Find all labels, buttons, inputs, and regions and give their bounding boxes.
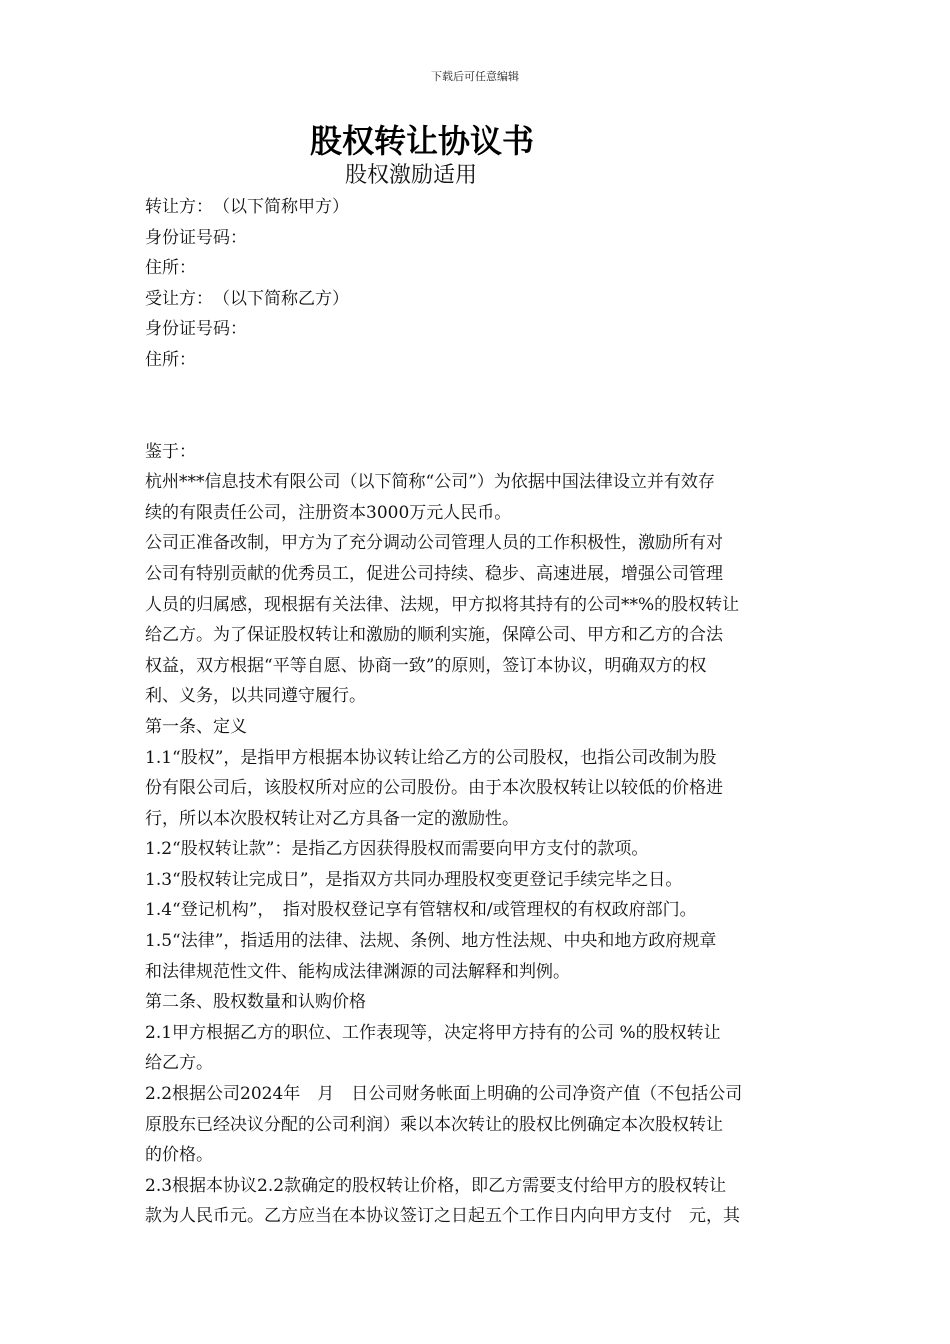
- paragraph-line: 的价格。: [145, 1145, 213, 1166]
- paragraph-line: 和法律规范性文件、能构成法律渊源的司法解释和判例。: [145, 961, 570, 982]
- paragraph-line: 杭州***信息技术有限公司（以下简称“公司”）为依据中国法律设立并有效存: [145, 472, 715, 493]
- paragraph-line: 款为人民币元。乙方应当在本协议签订之日起五个工作日内向甲方支付 元，其: [145, 1206, 740, 1227]
- paragraph-line: 给乙方。为了保证股权转让和激励的顺利实施，保障公司、甲方和乙方的合法: [145, 625, 723, 646]
- paragraph-line: 1.3“股权转让完成日”，是指双方共同办理股权变更登记手续完毕之日。: [145, 869, 683, 890]
- document-subtitle: 股权激励适用: [345, 163, 478, 188]
- paragraph-line: 1.5“法律”，指适用的法律、法规、条例、地方性法规、中央和地方政府规章: [145, 931, 717, 952]
- section-spacer: [145, 376, 809, 437]
- paragraph-line: 权益，双方根据“平等自愿、协商一致”的原则，签订本协议，明确双方的权: [145, 655, 707, 676]
- recital-heading: 鉴于：: [145, 441, 196, 462]
- agreement-text: [145, 437, 809, 1232]
- transferor-line: 转让方： （以下简称甲方）: [145, 197, 349, 217]
- paragraph-line: 续的有限责任公司，注册资本3000万元人民币。: [145, 502, 512, 523]
- paragraph-line: 原股东已经决议分配的公司利润）乘以本次转让的股权比例确定本次股权转让: [145, 1114, 723, 1135]
- paragraph-line: 1.2“股权转让款”：是指乙方因获得股权而需要向甲方支付的款项。: [145, 839, 649, 860]
- transferor-id-line: 身份证号码：: [145, 227, 247, 248]
- paragraph-line: 人员的归属感，现根据有关法律、法规，甲方拟将其持有的公司**%的股权转让: [145, 594, 740, 615]
- transferor-address-line: 住所：: [145, 258, 196, 279]
- article-2-heading: 第二条、股权数量和认购价格: [145, 992, 366, 1013]
- paragraph-line: 份有限公司后，该股权所对应的公司股份。由于本次股权转让以较低的价格进: [145, 778, 723, 799]
- paragraph-line: 2.1甲方根据乙方的职位、工作表现等，决定将甲方持有的公司 %的股权转让: [145, 1022, 721, 1043]
- paragraph-line: 2.2根据公司2024年 月 日公司财务帐面上明确的公司净资产值（不包括公司: [145, 1084, 743, 1105]
- parties-block: [145, 192, 809, 376]
- paragraph-line: 1.4“登记机构”， 指对股权登记享有管辖权和/或管理权的有权政府部门。: [145, 900, 697, 921]
- document-body: [145, 192, 809, 1232]
- paragraph-line: 公司有特别贡献的优秀员工，促进公司持续、稳步、高速进展，增强公司管理: [145, 563, 723, 584]
- paragraph-line: 2.3根据本协议2.2款确定的股权转让价格，即乙方需要支付给甲方的股权转让: [145, 1175, 727, 1196]
- page-header-note: 下载后可任意编辑: [431, 70, 519, 83]
- document-title: 股权转让协议书: [310, 122, 535, 160]
- transferee-line: 受让方： （以下简称乙方）: [145, 288, 349, 309]
- paragraph-line: 给乙方。: [145, 1053, 213, 1074]
- transferee-address-line: 住所：: [145, 349, 196, 370]
- article-1-heading: 第一条、定义: [145, 716, 247, 737]
- paragraph-line: 公司正准备改制，甲方为了充分调动公司管理人员的工作积极性，激励所有对: [145, 533, 723, 554]
- paragraph-line: 利、义务，以共同遵守履行。: [145, 686, 366, 707]
- transferee-id-line: 身份证号码：: [145, 319, 247, 340]
- paragraph-line: 行，所以本次股权转让对乙方具备一定的激励性。: [145, 808, 519, 829]
- paragraph-line: 1.1“股权”，是指甲方根据本协议转让给乙方的公司股权，也指公司改制为股: [145, 747, 717, 768]
